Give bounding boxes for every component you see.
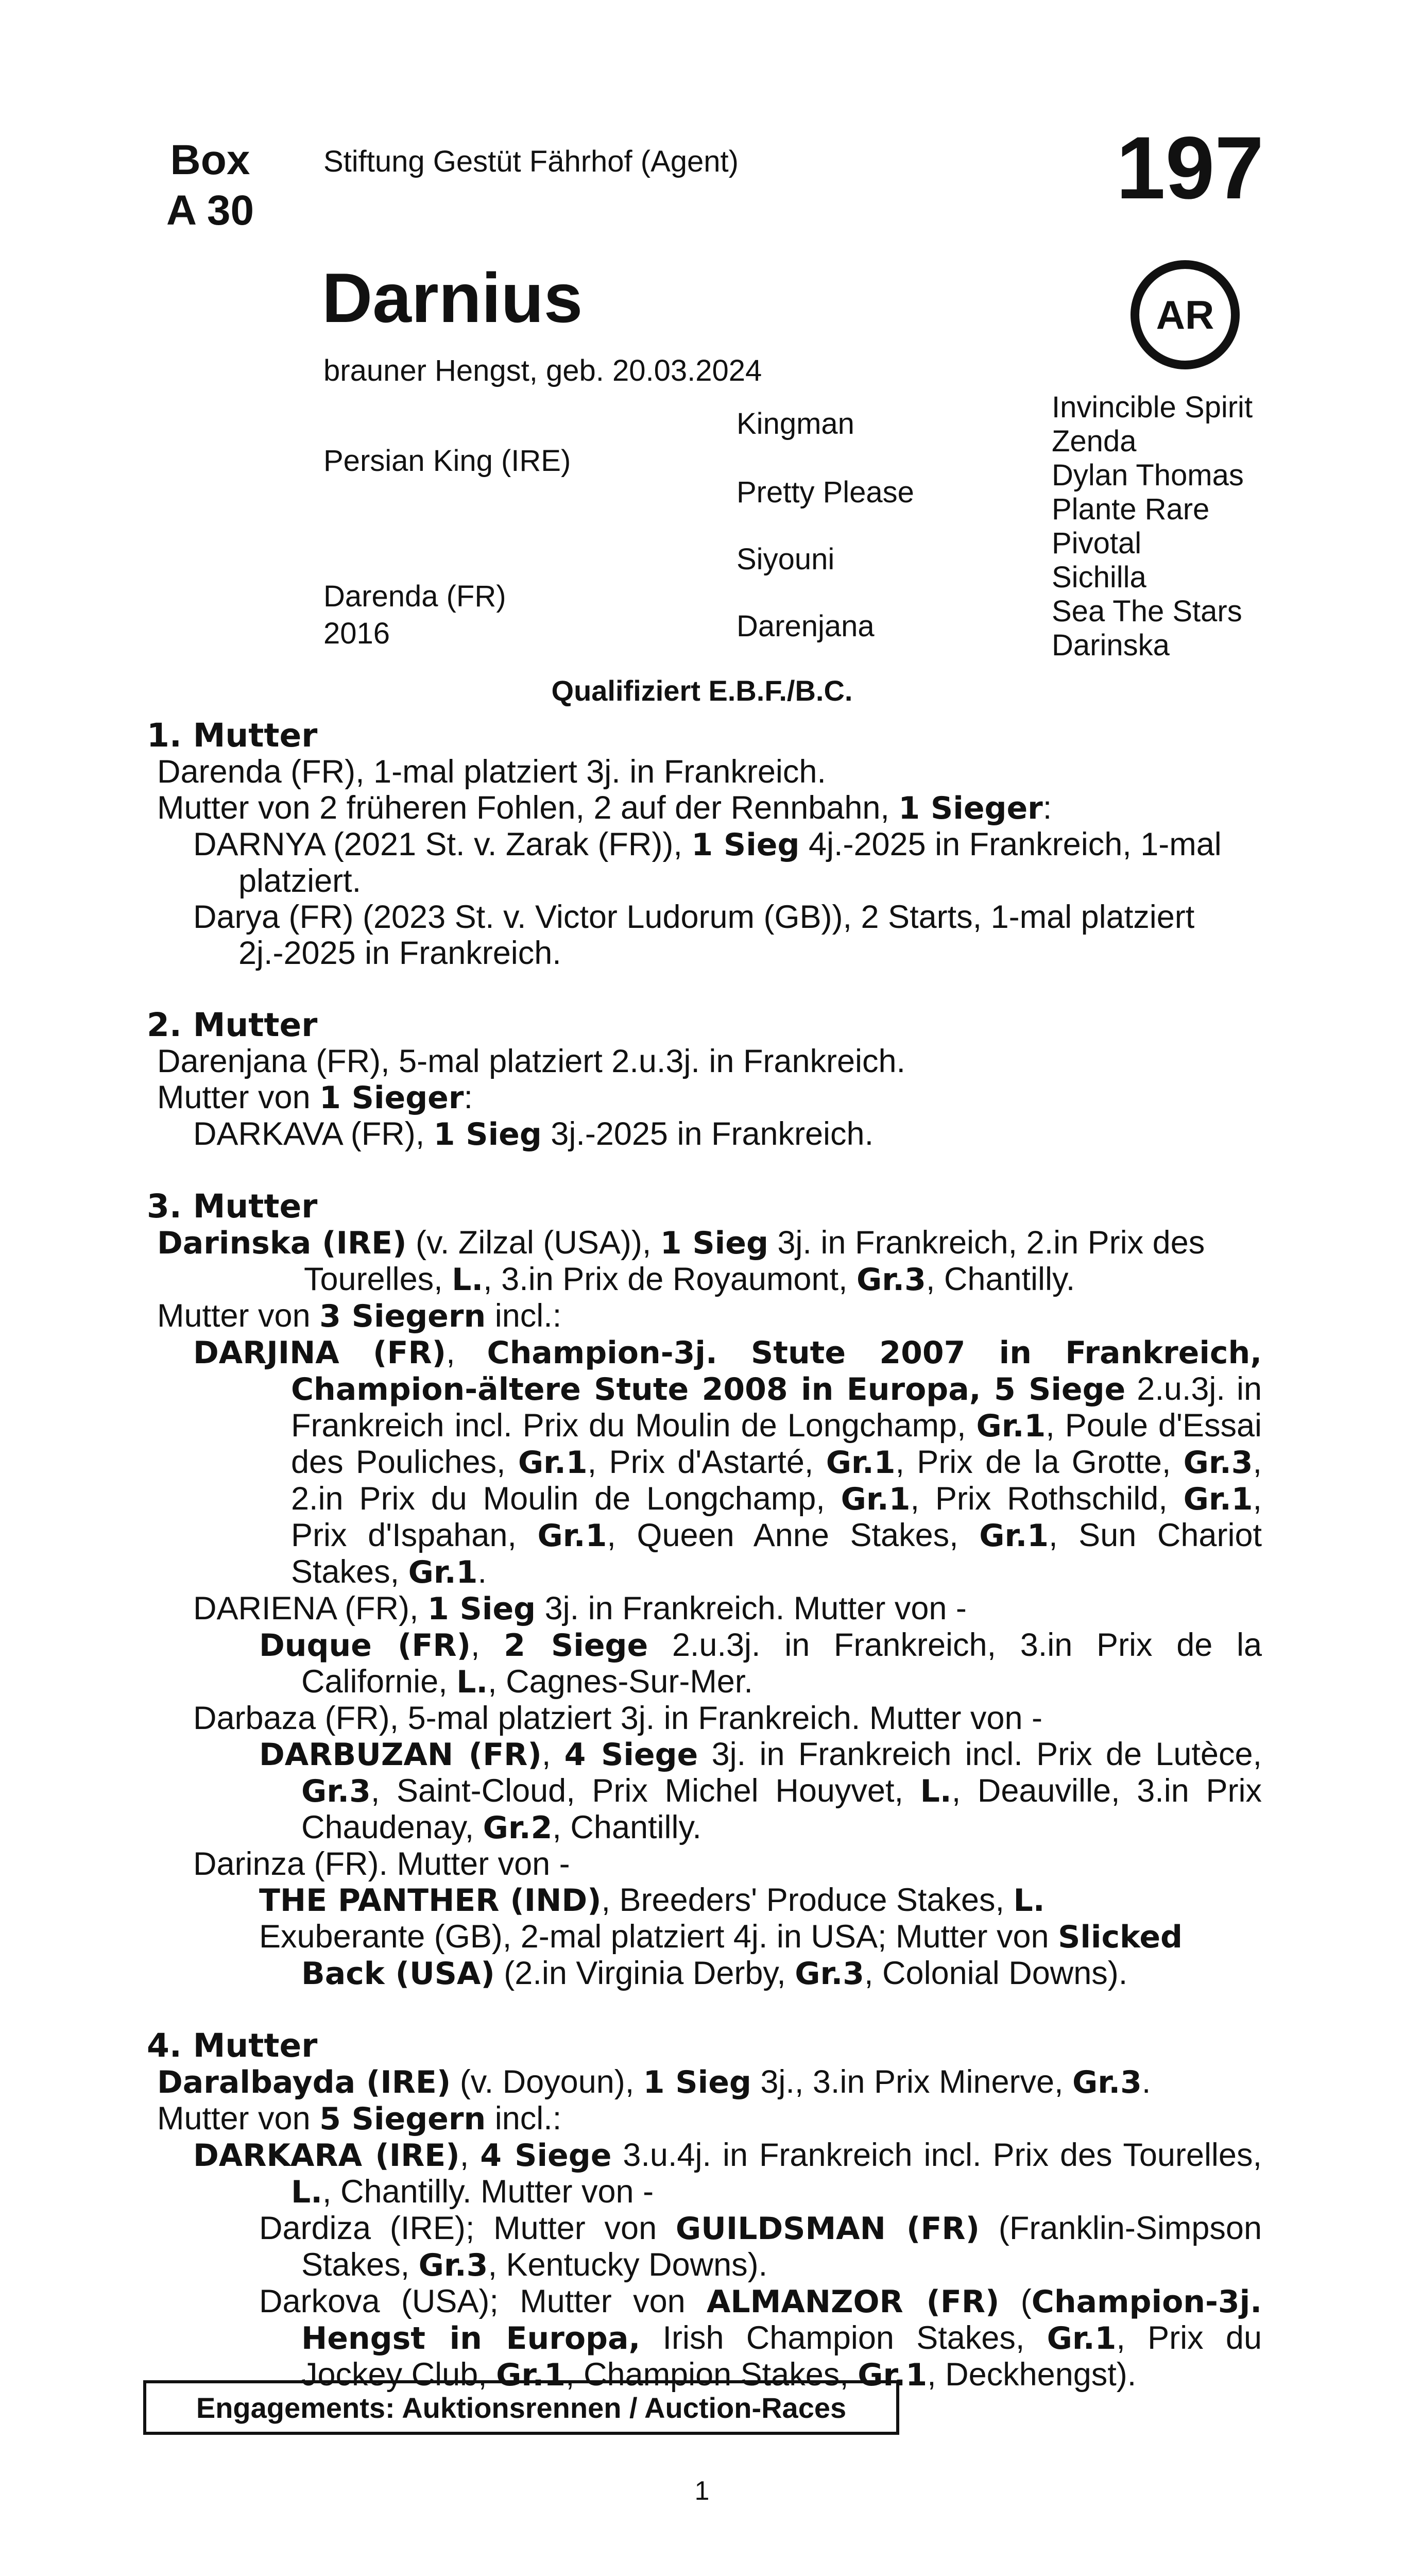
section-1st-dam (147, 718, 1262, 971)
produce-entry: Duque (FR), 2 Siege 2.u.3j. in Frankreich, 3.in Prix de la Californie, L., Cagnes-Sur-Mer. (259, 1627, 1262, 1700)
horse-name: Darnius (322, 259, 583, 337)
produce-entry: Darkova (USA); Mutter von ALMANZOR (FR) (Champion-3j. Hengst in Europa, Irish Champion Stakes, Gr.1, Prix du Jockey Club, Gr.1, Champion Stakes, Gr.1, Deckhengst). (259, 2283, 1262, 2393)
dam-record: Darenjana (FR), 5-mal platziert 2.u.3j. in Frankreich. (157, 1043, 906, 1079)
produce-entry: DARJINA (FR), Champion-3j. Stute 2007 in Frankreich, Champion-ältere Stute 2008 in Europa, 5 Siege 2.u.3j. in Frankreich incl. Prix du Moulin de Longchamp, Gr.1, Poule d'Essai des Pouliches, Gr.1, Prix d'Astarté, Gr.1, Prix de la Grotte, Gr.3, 2.in Prix du Moulin de Longchamp, Gr.1, Prix Rothschild, Gr.1, Prix d'Ispahan, Gr.1, Queen Anne Stakes, Gr.1, Sun Chariot Stakes, Gr.1. (193, 1334, 1262, 1590)
page-number: 1 (694, 2476, 710, 2506)
dam-record: Darinska (IRE) (v. Zilzal (USA)), 1 Sieg 3j. in Frankreich, 2.in Prix des Tourelles, L., 3.in Prix de Royaumont, Gr.3, Chantilly. (157, 1225, 1205, 1298)
pedigree-gen2-item: Pretty Please (737, 476, 914, 509)
pedigree-gen3-item: Darinska (1052, 629, 1170, 662)
agent-name: Stiftung Gestüt Fährhof (Agent) (323, 145, 739, 178)
pedigree-gen3-item: Plante Rare (1052, 493, 1210, 526)
pedigree-gen3-item: Sichilla (1052, 561, 1146, 594)
dam-record: Darenda (FR), 1-mal platziert 3j. in Frankreich. (157, 754, 826, 790)
horse-description: brauner Hengst, geb. 20.03.2024 (323, 354, 762, 387)
produce-entry: DARKAVA (FR), 1 Sieg 3j.-2025 in Frankreich. (193, 1116, 874, 1153)
ar-badge-label: AR (1156, 292, 1214, 337)
engagements-box (143, 2380, 899, 2435)
lot-number: 197 (1116, 118, 1264, 217)
ar-badge-icon (1131, 260, 1240, 369)
produce-summary: Mutter von 1 Sieger: (157, 1079, 473, 1116)
produce-summary: Mutter von 2 früheren Fohlen, 2 auf der Rennbahn, 1 Sieger: (157, 790, 1052, 826)
section-title: 1. Mutter (147, 717, 318, 754)
box-label (143, 135, 277, 236)
pedigree-gen2-item: Darenjana (737, 609, 875, 643)
produce-entry: DARNYA (2021 St. v. Zarak (FR)), 1 Sieg 4j.-2025 in Frankreich, 1-mal platziert. (193, 826, 1222, 899)
produce-summary: Mutter von 5 Siegern incl.: (157, 2100, 562, 2137)
pedigree-sire: Persian King (IRE) (323, 444, 571, 478)
produce-entry: DARBUZAN (FR), 4 Siege 3j. in Frankreich incl. Prix de Lutèce, Gr.3, Saint-Cloud, Prix Michel Houyvet, L., Deauville, 3.in Prix Chaudenay, Gr.2, Chantilly. (259, 1736, 1262, 1846)
pedigree-gen3 (1052, 391, 1253, 663)
produce-entry: Exuberante (GB), 2-mal platziert 4j. in USA; Mutter von Slicked Back (USA) (2.in Virginia Derby, Gr.3, Colonial Downs). (259, 1919, 1183, 1992)
pedigree-gen2-item: Kingman (737, 407, 854, 440)
pedigree-gen3-item: Invincible Spirit (1052, 391, 1253, 424)
section-title: 2. Mutter (147, 1006, 318, 1044)
qualification: Qualifiziert E.B.F./B.C. (551, 674, 853, 707)
box-line-1: Box (170, 137, 250, 183)
produce-entry: DARIENA (FR), 1 Sieg 3j. in Frankreich. Mutter von - (193, 1590, 967, 1627)
produce-entry: Darya (FR) (2023 St. v. Victor Ludorum (GB)), 2 Starts, 1-mal platziert 2j.-2025 in Frankreich. (193, 899, 1195, 971)
pedigree-gen3-item: Dylan Thomas (1052, 459, 1244, 492)
pedigree-gen3-item: Zenda (1052, 425, 1137, 458)
dam-record: Daralbayda (IRE) (v. Doyoun), 1 Sieg 3j., 3.in Prix Minerve, Gr.3. (157, 2064, 1151, 2100)
pedigree-gen3-item: Pivotal (1052, 527, 1142, 560)
section-title: 4. Mutter (147, 2027, 318, 2064)
produce-entry: THE PANTHER (IND), Breeders' Produce Stakes, L. (259, 1882, 1045, 1919)
family-content (147, 718, 1262, 2429)
produce-entry: Dardiza (IRE); Mutter von GUILDSMAN (FR) (Franklin-Simpson Stakes, Gr.3, Kentucky Downs). (259, 2210, 1262, 2283)
pedigree-dam: Darenda (FR) (323, 580, 506, 613)
produce-entry: Darbaza (FR), 5-mal platziert 3j. in Frankreich. Mutter von - (193, 1700, 1042, 1736)
engagements-label: Engagements: Auktionsrennen / Auction-Races (196, 2391, 847, 2424)
section-3rd-dam (147, 1189, 1262, 1992)
section-2nd-dam (147, 1007, 1262, 1153)
produce-entry: DARKARA (IRE), 4 Siege 3.u.4j. in Frankreich incl. Prix des Tourelles, L., Chantilly. Mutter von - (193, 2137, 1262, 2210)
produce-entry: Darinza (FR). Mutter von - (193, 1846, 570, 1882)
section-title: 3. Mutter (147, 1188, 318, 1225)
section-4th-dam (147, 2028, 1262, 2393)
pedigree-dam-year: 2016 (323, 617, 390, 650)
pedigree-gen3-item: Sea The Stars (1052, 595, 1242, 628)
box-line-2: A 30 (166, 187, 254, 234)
pedigree-gen2-item: Siyouni (737, 543, 835, 576)
produce-summary: Mutter von 3 Siegern incl.: (157, 1298, 562, 1334)
